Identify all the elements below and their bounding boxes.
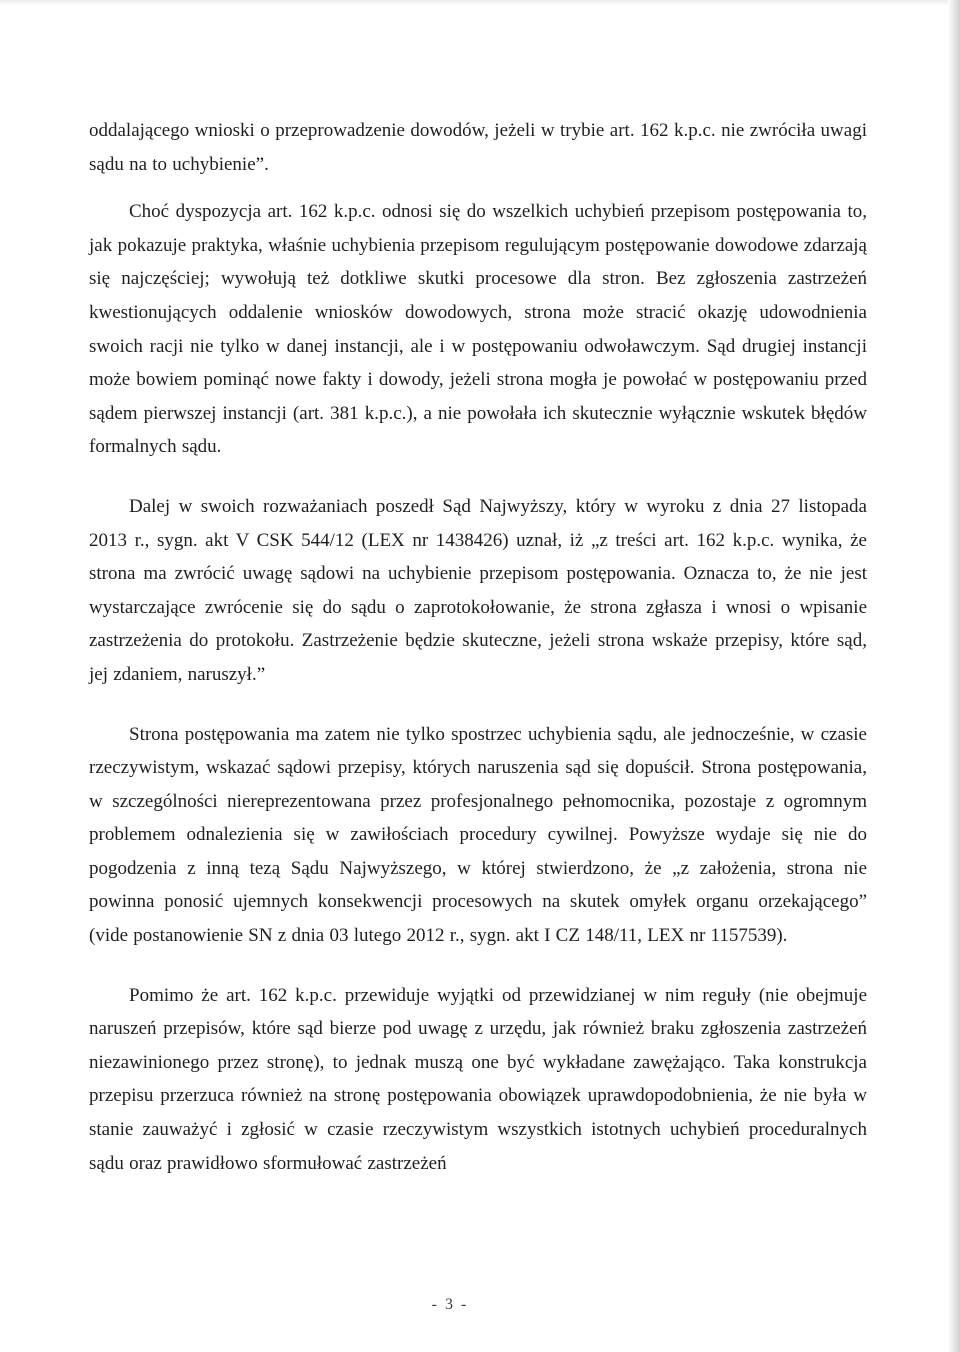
document-body (89, 114, 867, 1180)
paragraph-gap (89, 692, 867, 718)
paragraph-art-162-scope: Choć dyspozycja art. 162 k.p.c. odnosi się do wszelkich uchybień przepisom postępowania to, jak pokazuje praktyka, właśnie uchybienia przepisom regulującym postępowanie dowodowe zdarzają się najczęściej; wywołują też dotkliwe skutki procesowe dla stron. Bez zgłoszenia zastrzeżeń kwestionujących oddalenie wniosków dowodowych, strona może stracić okazję udowodnienia swoich racji nie tylko w danej instancji, ale i w postępowaniu odwoławczym. Sąd drugiej instancji może bowiem pominąć nowe fakty i dowody, jeżeli strona mogła je powołać w postępowaniu przed sądem pierwszej instancji (art. 381 k.p.c.), a nie powołała ich skutecznie wyłącznie wskutek błędów formalnych sądu. (89, 201, 867, 458)
scan-shadow-right-edge (948, 0, 960, 1352)
page-number: - 3 - (431, 1296, 469, 1313)
scan-shadow-top (0, 0, 960, 6)
paragraph-gap (89, 953, 867, 979)
paragraph-gap (89, 181, 867, 195)
paragraph-supreme-court-ruling: Dalej w swoich rozważaniach poszedł Sąd Najwyższy, który w wyroku z dnia 27 listopada 2013 r., sygn. akt V CSK 544/12 (LEX nr 1438426) uznał, iż „z treści art. 162 k.p.c. wynika, że strona ma zwrócić uwagę sądowi na uchybienie przepisom postępowania. Oznacza to, że nie jest wystarczające zwrócenie się do sądu o zaprotokołowanie, że strona zgłasza i wnosi o wpisanie zastrzeżenia do protokołu. Zastrzeżenie będzie skuteczne, jeżeli strona wskaże przepisy, które sąd, jej zdaniem, naruszył.” (89, 495, 867, 685)
paragraph-exceptions: Pomimo że art. 162 k.p.c. przewiduje wyjątki od przewidzianej w nim reguły (nie obejmuje naruszeń przepisów, które sąd bierze pod uwagę z urzędu, jak również braku zgłoszenia zastrzeżeń niezawinionego przez stronę), to jednak muszą one być wykładane zawężająco. Taka konstrukcja przepisu przerzuca również na stronę postępowania obowiązek uprawdopodobnienia, że nie była w stanie zauważyć i zgłosić w czasie rzeczywistym wszystkich istotnych uchybień proceduralnych sądu oraz prawidłowo sformułować zastrzeżeń (89, 984, 867, 1174)
paragraph-party-obligations: Strona postępowania ma zatem nie tylko spostrzec uchybienia sądu, ale jednocześnie, w czasie rzeczywistym, wskazać sądowi przepisy, których naruszenia sąd się dopuścił. Strona postępowania, w szczególności niereprezentowana przez profesjonalnego pełnomocnika, pozostaje z ogromnym problemem odnalezienia się w zawiłościach procedury cywilnej. Powyższe wydaje się nie do pogodzenia z inną tezą Sądu Najwyższego, w której stwierdzono, że „z założenia, strona nie powinna ponosić ujemnych konsekwencji procesowych na skutek omyłek organu orzekającego” (vide postanowienie SN z dnia 03 lutego 2012 r., sygn. akt I CZ 148/11, LEX nr 1157539). (89, 723, 867, 947)
paragraph-continuation: oddalającego wnioski o przeprowadzenie dowodów, jeżeli w trybie art. 162 k.p.c. nie zwróciła uwagi sądu na to uchybienie”. (89, 120, 867, 175)
paragraph-gap (89, 464, 867, 490)
